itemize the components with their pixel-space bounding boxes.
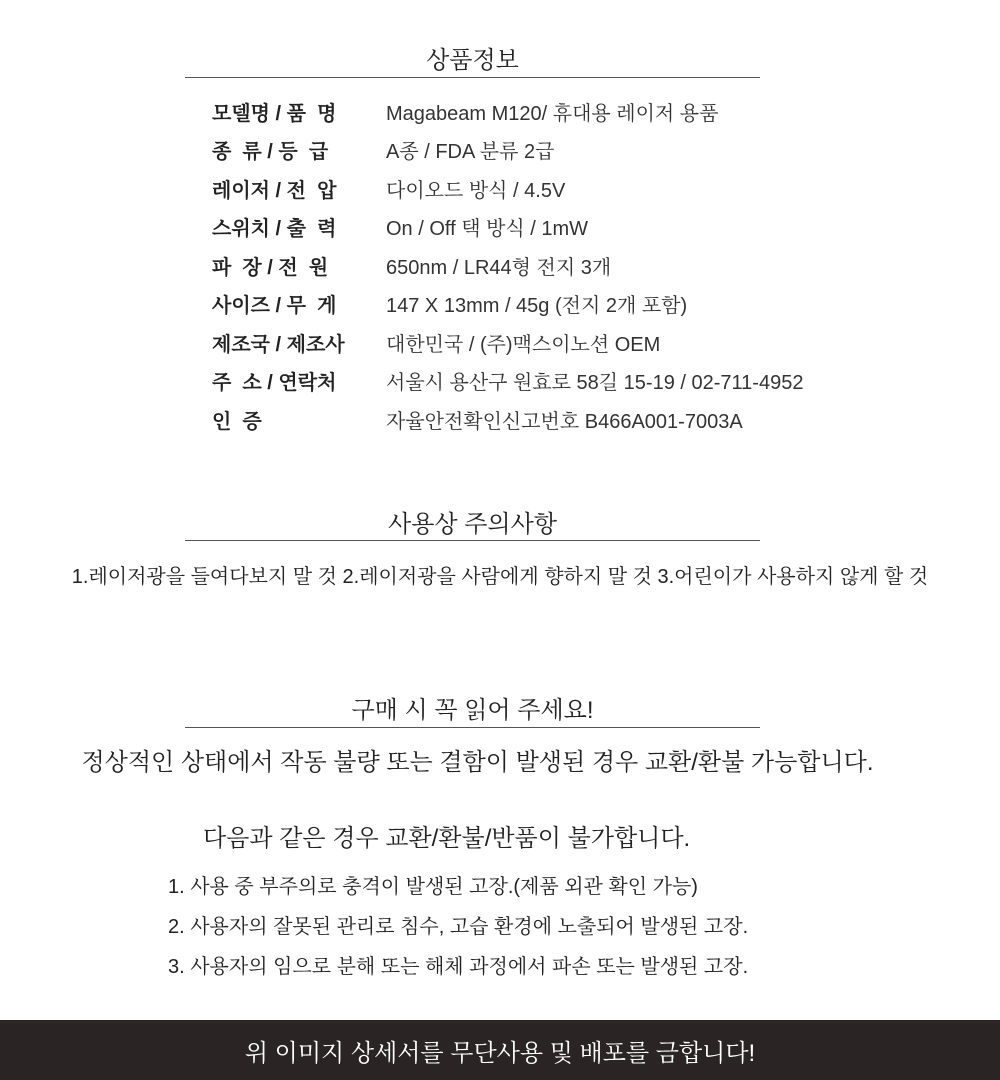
spec-row-model [212,92,803,131]
spec-key: 파 장 / 전 원 [212,256,329,279]
product-info-divider [185,77,760,78]
spec-row-laser [212,169,803,208]
caution-text: 1.레이저광을 들여다보지 말 것 2.레이저광을 사람에게 향하지 말 것 3.어린이가 사용하지 않게 할 것 [71,566,929,588]
list-item: 2. 사용자의 잘못된 관리로 침수, 고습 환경에 노출되어 발생된 고장. [168,916,749,938]
spec-row-manufacturer [212,323,803,362]
spec-value: A종 / FDA 분류 2급 [386,141,555,164]
spec-value: On / Off 택 방식 / 1mW [386,218,589,241]
spec-key: 레이저 / 전 압 [212,179,337,202]
caution-title: 사용상 주의사항 [388,511,557,538]
copyright-banner [0,1020,1000,1080]
spec-row-switch [212,208,803,247]
spec-key: 인 증 [212,410,262,433]
non-refundable-heading: 다음과 같은 경우 교환/환불/반품이 불가합니다. [203,825,691,852]
spec-row-type [212,131,803,170]
spec-key: 주 소 / 연락처 [212,372,337,395]
product-info-title: 상품정보 [426,47,519,74]
spec-row-address [212,362,803,401]
spec-key: 종 류 / 등 급 [212,141,329,164]
spec-value: 다이오드 방식 / 4.5V [386,179,566,202]
spec-key: 제조국 / 제조사 [212,333,345,356]
spec-row-wavelength [212,246,803,285]
spec-value: 대한민국 / (주)맥스이노션 OEM [386,333,661,356]
list-item: 3. 사용자의 임으로 분해 또는 해체 과정에서 파손 또는 발생된 고장. [168,956,749,978]
spec-value: 650nm / LR44형 전지 3개 [386,256,612,279]
spec-row-certification [212,400,803,439]
copyright-text: 위 이미지 상세서를 무단사용 및 배포를 금합니다! [244,1039,756,1067]
purchase-notice-divider [185,727,760,728]
spec-key: 모델명 / 품 명 [212,102,337,125]
spec-key: 사이즈 / 무 게 [212,295,337,318]
spec-value: 서울시 용산구 원효로 58길 15-19 / 02-711-4952 [386,372,804,395]
spec-value: 자율안전확인신고번호 B466A001-7003A [386,410,743,433]
spec-value: 147 X 13mm / 45g (전지 2개 포함) [386,295,688,318]
spec-key: 스위치 / 출 력 [212,218,337,241]
caution-divider [185,540,760,541]
spec-row-size [212,285,803,324]
non-refundable-list [168,867,748,987]
purchase-notice-title: 구매 시 꼭 읽어 주세요! [351,697,594,724]
exchange-notice: 정상적인 상태에서 작동 불량 또는 결함이 발생된 경우 교환/환불 가능합니다. [81,749,874,776]
product-spec-table [212,92,803,439]
list-item: 1. 사용 중 부주의로 충격이 발생된 고장.(제품 외관 확인 가능) [168,876,698,898]
spec-value: Magabeam M120/ 휴대용 레이저 용품 [386,102,719,125]
